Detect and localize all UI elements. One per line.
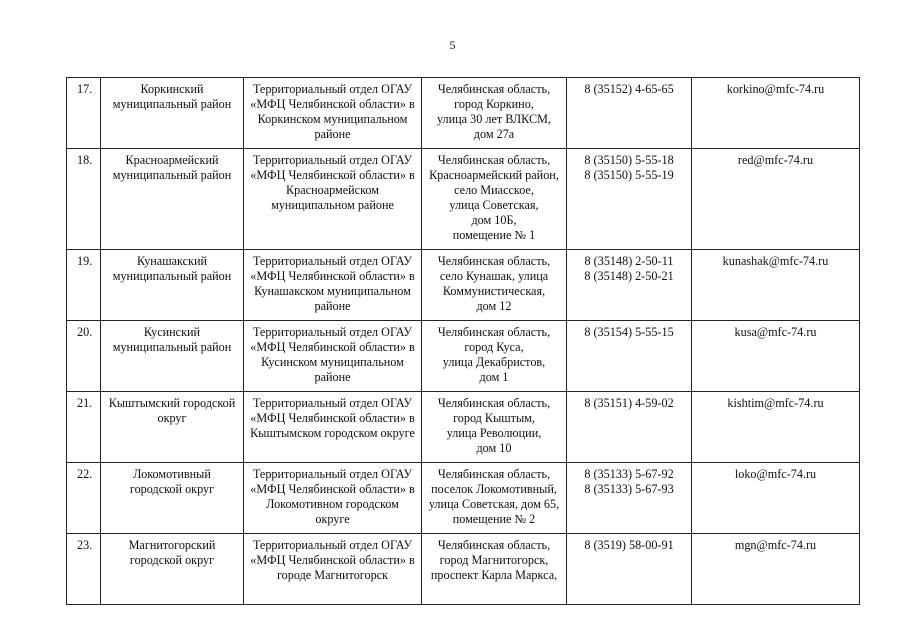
address-line: Челябинская область, <box>437 153 551 167</box>
address-line: проспект Карла Маркса, <box>430 568 558 582</box>
table-row <box>67 149 860 250</box>
email-address: kunashak@mfc-74.ru <box>692 250 860 321</box>
department-name <box>244 463 422 534</box>
address-line: город Магнитогорск, <box>439 553 549 567</box>
department-name-line: Территориальный отдел ОГАУ <box>252 538 413 552</box>
address-line: дом 27а <box>473 127 515 141</box>
department-name-line: Территориальный отдел ОГАУ <box>252 325 413 339</box>
table-row <box>67 250 860 321</box>
phone-numbers <box>567 78 692 149</box>
address-line: дом 1 <box>479 370 509 384</box>
department-name-line: муниципальном районе <box>271 198 394 212</box>
address <box>422 392 567 463</box>
municipality-name-line: муниципальный район <box>112 269 232 283</box>
address <box>422 78 567 149</box>
phone-numbers <box>567 392 692 463</box>
address <box>422 321 567 392</box>
table-row <box>67 392 860 463</box>
address-line: Коммунистическая, <box>442 284 546 298</box>
municipality-name-line: Кунашакский <box>136 254 208 268</box>
department-name-line: «МФЦ Челябинской области» в <box>250 269 415 283</box>
address <box>422 534 567 605</box>
department-name-line: районе <box>314 299 351 313</box>
municipality-name <box>101 250 244 321</box>
row-number: 22. <box>67 463 101 534</box>
municipality-name <box>101 392 244 463</box>
row-number: 20. <box>67 321 101 392</box>
address-line: город Кыштым, <box>453 411 535 425</box>
municipality-name-line: Локомотивный <box>133 467 211 481</box>
table-row <box>67 78 860 149</box>
department-name-line: Локомотивном городском <box>266 497 399 511</box>
department-name <box>244 149 422 250</box>
address-line: поселок Локомотивный, <box>431 482 557 496</box>
municipality-name <box>101 149 244 250</box>
phone-numbers <box>567 534 692 605</box>
row-number: 19. <box>67 250 101 321</box>
department-name-line: Территориальный отдел ОГАУ <box>252 153 413 167</box>
address <box>422 463 567 534</box>
municipality-name-line: Красноармейский <box>125 153 219 167</box>
address-line: помещение № 1 <box>452 228 536 242</box>
address-line: село Кунашак, улица <box>439 269 549 283</box>
department-name-line: «МФЦ Челябинской области» в <box>250 97 415 111</box>
municipality-name-line: Магнитогорский <box>128 538 216 552</box>
department-name-line: городе Магнитогорск <box>276 568 389 582</box>
address-line: город Коркино, <box>454 97 534 111</box>
address-line: улица Советская, дом 65, <box>428 497 560 511</box>
address <box>422 149 567 250</box>
email-address: kusa@mfc-74.ru <box>692 321 860 392</box>
mfc-offices-table <box>66 77 860 605</box>
table-body <box>67 78 860 605</box>
phone-numbers-line: 8 (35150) 5-55-18 <box>584 153 674 167</box>
municipality-name-line: городской округ <box>129 553 215 567</box>
municipality-name-line: округ <box>157 411 187 425</box>
municipality-name <box>101 321 244 392</box>
department-name-line: «МФЦ Челябинской области» в <box>250 482 415 496</box>
address-line: дом 10Б, <box>471 213 517 227</box>
phone-numbers <box>567 149 692 250</box>
phone-numbers-line: 8 (35154) 5-55-15 <box>584 325 674 339</box>
department-name-line: Территориальный отдел ОГАУ <box>252 396 413 410</box>
phone-numbers-line: 8 (35151) 4-59-02 <box>584 396 674 410</box>
department-name-line: Территориальный отдел ОГАУ <box>252 254 413 268</box>
email-address: kishtim@mfc-74.ru <box>692 392 860 463</box>
phone-numbers-line: 8 (35133) 5-67-93 <box>584 482 674 496</box>
phone-numbers-line: 8 (3519) 58-00-91 <box>584 538 674 552</box>
department-name-line: Красноармейском <box>286 183 379 197</box>
municipality-name-line: городской округ <box>129 482 215 496</box>
address-line: Челябинская область, <box>437 538 551 552</box>
table-row <box>67 321 860 392</box>
department-name-line: Территориальный отдел ОГАУ <box>252 82 413 96</box>
address-line: Челябинская область, <box>437 396 551 410</box>
address-line: помещение № 2 <box>452 512 536 526</box>
phone-numbers-line: 8 (35150) 5-55-19 <box>584 168 674 182</box>
municipality-name-line: муниципальный район <box>112 97 232 111</box>
municipality-name <box>101 534 244 605</box>
department-name-line: «МФЦ Челябинской области» в <box>250 553 415 567</box>
address-line: Челябинская область, <box>437 82 551 96</box>
department-name-line: Кыштымском городском округе <box>250 426 415 440</box>
phone-numbers <box>567 250 692 321</box>
address-line: Красноармейский район, <box>429 168 559 182</box>
municipality-name-line: муниципальный район <box>112 168 232 182</box>
row-number: 23. <box>67 534 101 605</box>
phone-numbers <box>567 321 692 392</box>
department-name <box>244 321 422 392</box>
table-row <box>67 463 860 534</box>
email-address: mgn@mfc-74.ru <box>692 534 860 605</box>
address-line: улица Декабристов, <box>442 355 546 369</box>
row-number: 17. <box>67 78 101 149</box>
department-name-line: округе <box>315 512 350 526</box>
address-line: улица Советская, <box>449 198 539 212</box>
email-address: loko@mfc-74.ru <box>692 463 860 534</box>
municipality-name-line: муниципальный район <box>112 340 232 354</box>
address-line: улица Революции, <box>446 426 542 440</box>
address-line: Челябинская область, <box>437 467 551 481</box>
department-name-line: районе <box>314 370 351 384</box>
email-address: korkino@mfc-74.ru <box>692 78 860 149</box>
municipality-name-line: Коркинский <box>140 82 204 96</box>
department-name <box>244 250 422 321</box>
department-name-line: Территориальный отдел ОГАУ <box>252 467 413 481</box>
department-name-line: районе <box>314 127 351 141</box>
address-line: улица 30 лет ВЛКСМ, <box>436 112 551 126</box>
phone-numbers-line: 8 (35148) 2-50-21 <box>584 269 674 283</box>
department-name <box>244 78 422 149</box>
department-name-line: «МФЦ Челябинской области» в <box>250 340 415 354</box>
phone-numbers-line: 8 (35148) 2-50-11 <box>584 254 674 268</box>
address-line: село Миасское, <box>454 183 534 197</box>
address-line: дом 12 <box>476 299 512 313</box>
page-number: 5 <box>449 38 456 52</box>
row-number: 21. <box>67 392 101 463</box>
address-line: Челябинская область, <box>437 254 551 268</box>
phone-numbers-line: 8 (35152) 4-65-65 <box>584 82 674 96</box>
department-name-line: «МФЦ Челябинской области» в <box>250 168 415 182</box>
phone-numbers <box>567 463 692 534</box>
address-line: дом 10 <box>476 441 512 455</box>
address <box>422 250 567 321</box>
municipality-name <box>101 463 244 534</box>
row-number: 18. <box>67 149 101 250</box>
phone-numbers-line: 8 (35133) 5-67-92 <box>584 467 674 481</box>
email-address: red@mfc-74.ru <box>692 149 860 250</box>
table-row <box>67 534 860 605</box>
address-line: город Куса, <box>464 340 524 354</box>
department-name <box>244 534 422 605</box>
municipality-name <box>101 78 244 149</box>
address-line: Челябинская область, <box>437 325 551 339</box>
municipality-name-line: Кыштымский городской <box>108 396 236 410</box>
department-name <box>244 392 422 463</box>
department-name-line: «МФЦ Челябинской области» в <box>250 411 415 425</box>
municipality-name-line: Кусинский <box>143 325 201 339</box>
department-name-line: Кусинском муниципальном <box>261 355 404 369</box>
department-name-line: Коркинском муниципальном <box>257 112 408 126</box>
department-name-line: Кунашакском муниципальном <box>254 284 411 298</box>
